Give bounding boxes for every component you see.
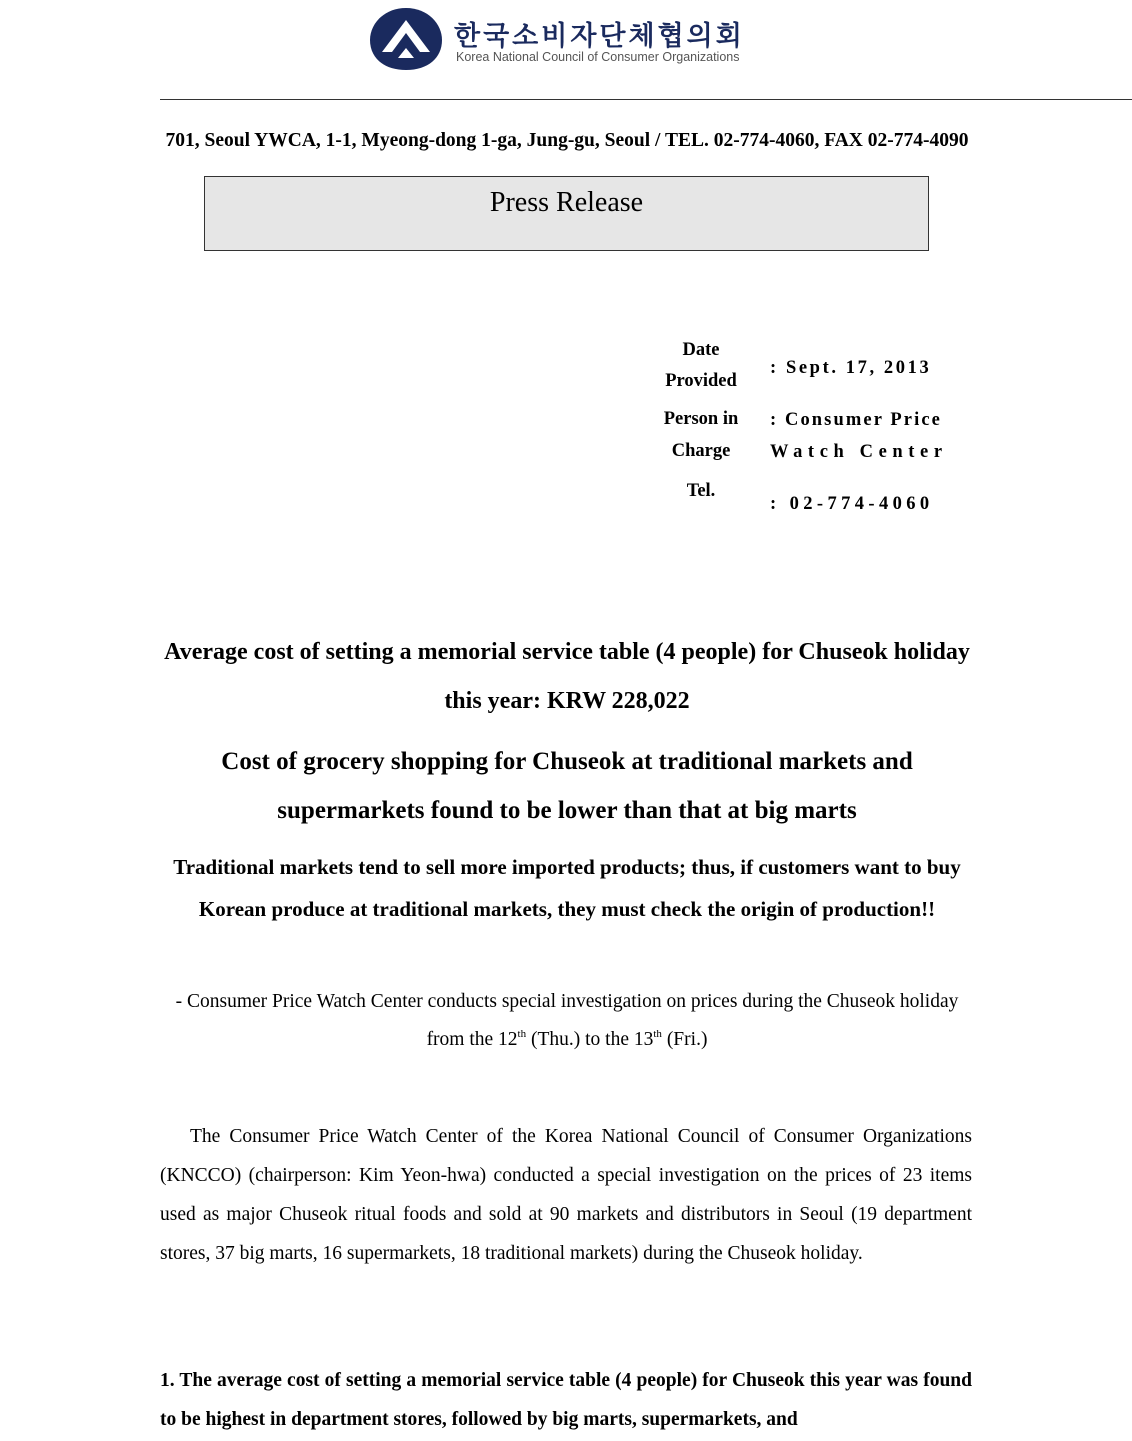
- press-release-title: Press Release: [489, 187, 644, 218]
- subnote-part-2: (Thu.) to the 13: [526, 1029, 654, 1050]
- headline-main: Average cost of setting a memorial service table (4 people) for Chuseok holiday this year: KRW 228,022: [164, 639, 970, 714]
- meta-value-tel: : 02-774-4060: [770, 494, 934, 514]
- subnote-superscript-1: th: [517, 1028, 527, 1040]
- section-1-heading: 1. The average cost of setting a memorial service table (4 people) for Chuseok this year was found to be highest in department stores, followed by big marts, supermarkets, and: [160, 1370, 972, 1430]
- org-name-english: Korea National Council of Consumer Organizations: [456, 50, 740, 64]
- meta-label-date-1: Date: [682, 340, 720, 360]
- kncco-logo-icon: [368, 6, 444, 72]
- subnote-part-1: - Consumer Price Watch Center conducts special investigation on prices during the Chuseok holiday from the 12: [175, 991, 959, 1050]
- meta-label-person-1: Person in: [663, 409, 739, 429]
- subnote-superscript-2: th: [653, 1028, 662, 1040]
- meta-label-person-2: Charge: [671, 441, 731, 461]
- meta-value-date: : Sept. 17, 2013: [770, 358, 932, 378]
- subnote-part-3: (Fri.): [661, 1029, 708, 1050]
- press-release-box: [204, 176, 929, 251]
- org-name-korean: 한국소비자단체협의회: [454, 21, 745, 52]
- meta-value-person-1: : Consumer Price: [770, 410, 942, 430]
- headline-tertiary: Traditional markets tend to sell more imported products; thus, if customers want to buy Korean produce at traditional markets, they must check the origin of production!!: [173, 855, 961, 921]
- intro-paragraph: The Consumer Price Watch Center of the Korea National Council of Consumer Organizations (KNCCO) (chairperson: Kim Yeon-hwa) conducted a special investigation on the prices of 23 items used as major Chuseok ritual foods and sold at 90 markets and distributors in Seoul (19 department stores, 37 big marts, 16 supermarkets, 18 traditional markets) during the Chuseok holiday.: [160, 1126, 972, 1264]
- meta-label-tel: Tel.: [686, 481, 716, 501]
- meta-label-date-2: Provided: [665, 371, 737, 391]
- address-line: 701, Seoul YWCA, 1-1, Myeong-dong 1-ga, Jung-gu, Seoul / TEL. 02-774-4060, FAX 02-774-4090: [165, 130, 969, 151]
- letterhead: [368, 6, 788, 72]
- headline-secondary: Cost of grocery shopping for Chuseok at traditional markets and supermarkets found to be lower than that at big marts: [221, 748, 913, 824]
- header-divider: [160, 99, 1132, 100]
- meta-value-person-2: Watch Center: [770, 442, 948, 462]
- subheadline-note: [160, 983, 974, 1059]
